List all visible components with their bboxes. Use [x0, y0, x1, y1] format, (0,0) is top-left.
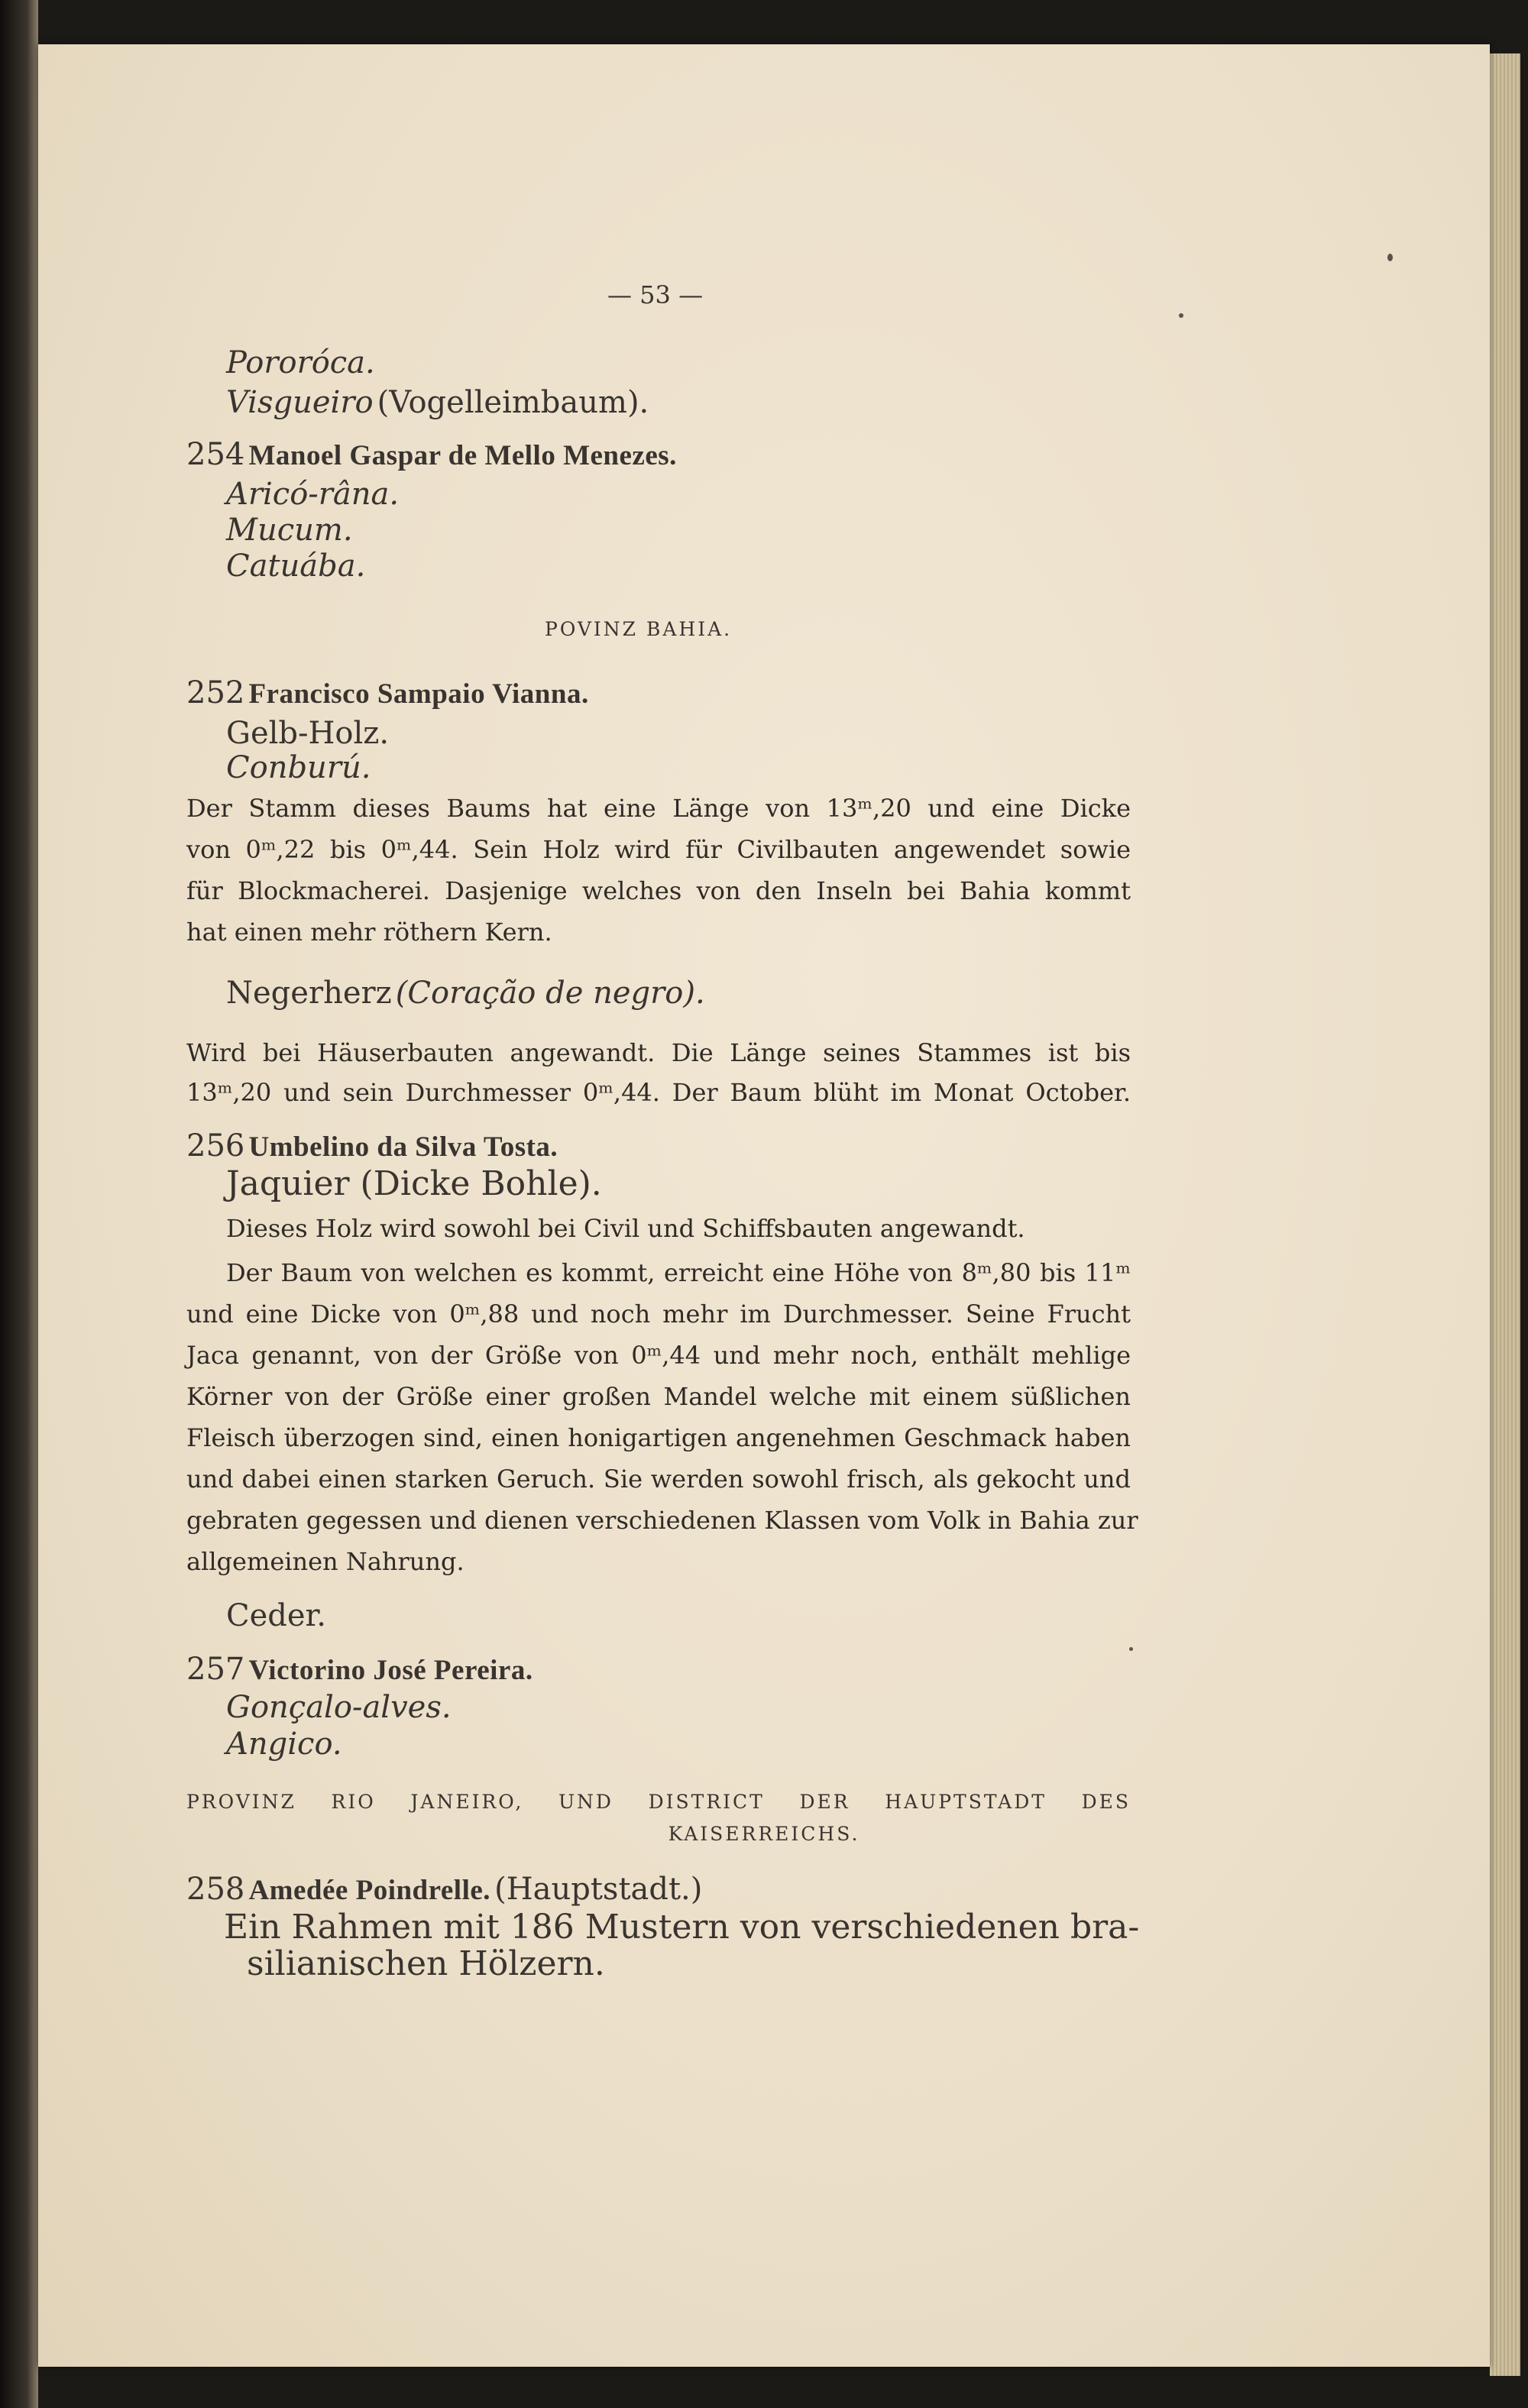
- entry-258-description: Ein Rahmen mit 186 Mustern von verschiedenen bra-: [224, 1908, 1140, 1947]
- visgueiro-note: (Vogelleimbaum).: [377, 385, 649, 420]
- description-line: gebraten gegessen und dienen verschiedenen Klassen vom Volk in Bahia zur: [186, 1506, 1138, 1535]
- entry-257-heading: [186, 1654, 533, 1685]
- entry-258-heading: [186, 1874, 702, 1905]
- entry-252-item: Gelb-Holz.: [226, 716, 390, 751]
- ink-speck: [1179, 313, 1183, 318]
- entry-252-heading: [186, 675, 589, 710]
- entry-258-name: Amedée Poindrelle.: [248, 1875, 491, 1906]
- entry-ceder: Ceder.: [226, 1598, 326, 1633]
- description-line: von 0ᵐ,22 bis 0ᵐ,44. Sein Holz wird für Civilbauten angewendet sowie: [186, 835, 1131, 864]
- description-line: Fleisch überzogen sind, einen honigartigen angenehmen Geschmack haben: [186, 1423, 1131, 1452]
- ink-speck: [1387, 254, 1393, 261]
- entry-257-item: Gonçalo-alves.: [226, 1690, 452, 1725]
- entry-visgueiro: [226, 387, 649, 418]
- description-line: für Blockmacherei. Dasjenige welches von den Inseln bei Bahia kommt: [186, 876, 1131, 905]
- ink-speck: [1129, 1647, 1133, 1651]
- description-line: und dabei einen starken Geruch. Sie werden sowohl frisch, als gekocht und: [186, 1465, 1131, 1494]
- negerherz-name: Negerherz: [226, 976, 392, 1011]
- description-line: Der Stamm dieses Baums hat eine Länge von 13ᵐ,20 und eine Dicke: [186, 794, 1131, 823]
- entry-257-item: Angico.: [226, 1727, 342, 1762]
- entry-252-name: Francisco Sampaio Vianna.: [248, 678, 589, 710]
- entry-256-heading: [186, 1128, 558, 1164]
- entry-254-item: Aricó-râna.: [226, 477, 400, 512]
- negerherz-portuguese: (Coração de negro).: [395, 976, 705, 1011]
- entry-258-note: (Hauptstadt.): [494, 1872, 703, 1907]
- entry-256-number: 256: [186, 1128, 245, 1164]
- province-heading-rio-continued: KAISERREICHS.: [668, 1823, 860, 1845]
- entry-252-item: Conburú.: [226, 750, 371, 785]
- entry-254-name: Manoel Gaspar de Mello Menezes.: [248, 440, 677, 471]
- entry-254-number: 254: [186, 437, 245, 472]
- entry-254-heading: [186, 439, 677, 470]
- province-heading-rio: PROVINZ RIO JANEIRO, UND DISTRICT DER HAUPTSTADT DES: [186, 1791, 1131, 1813]
- description-line: hat einen mehr röthern Kern.: [186, 918, 552, 947]
- description-line: Dieses Holz wird sowohl bei Civil und Schiffsbauten angewandt.: [226, 1214, 1025, 1243]
- entry-257-number: 257: [186, 1652, 245, 1687]
- description-line: allgemeinen Nahrung.: [186, 1547, 465, 1576]
- entry-256-name: Umbelino da Silva Tosta.: [248, 1131, 558, 1163]
- description-line: Der Baum von welchen es kommt, erreicht eine Höhe von 8ᵐ,80 bis 11ᵐ: [226, 1258, 1131, 1287]
- page-number: — 53 —: [607, 280, 704, 309]
- entry-negerherz: [226, 976, 705, 1011]
- entry-256-item: Jaquier (Dicke Bohle).: [226, 1164, 602, 1203]
- description-line: Jaca genannt, von der Größe von 0ᵐ,44 und mehr noch, enthält mehlige: [186, 1341, 1131, 1370]
- entry-257-name: Victorino José Pereira.: [248, 1655, 533, 1686]
- description-line: Wird bei Häuserbauten angewandt. Die Länge seines Stammes ist bis: [186, 1038, 1131, 1067]
- entry-258-number: 258: [186, 1872, 245, 1907]
- entry-254-item: Catuába.: [226, 549, 366, 584]
- description-line: Körner von der Größe einer großen Mandel welche mit einem süßlichen: [186, 1382, 1131, 1411]
- description-line: und eine Dicke von 0ᵐ,88 und noch mehr im Durchmesser. Seine Frucht: [186, 1299, 1131, 1329]
- province-heading-bahia: POVINZ BAHIA.: [545, 618, 733, 640]
- entry-pororoca: Pororóca.: [226, 345, 375, 380]
- entry-254-item: Mucum.: [226, 513, 353, 548]
- description-line: 13ᵐ,20 und sein Durchmesser 0ᵐ,44. Der Baum blüht im Monat October.: [186, 1078, 1131, 1107]
- visgueiro-name: Visgueiro: [226, 385, 374, 420]
- entry-252-number: 252: [186, 675, 245, 710]
- entry-258-description-continued: silianischen Hölzern.: [247, 1944, 605, 1983]
